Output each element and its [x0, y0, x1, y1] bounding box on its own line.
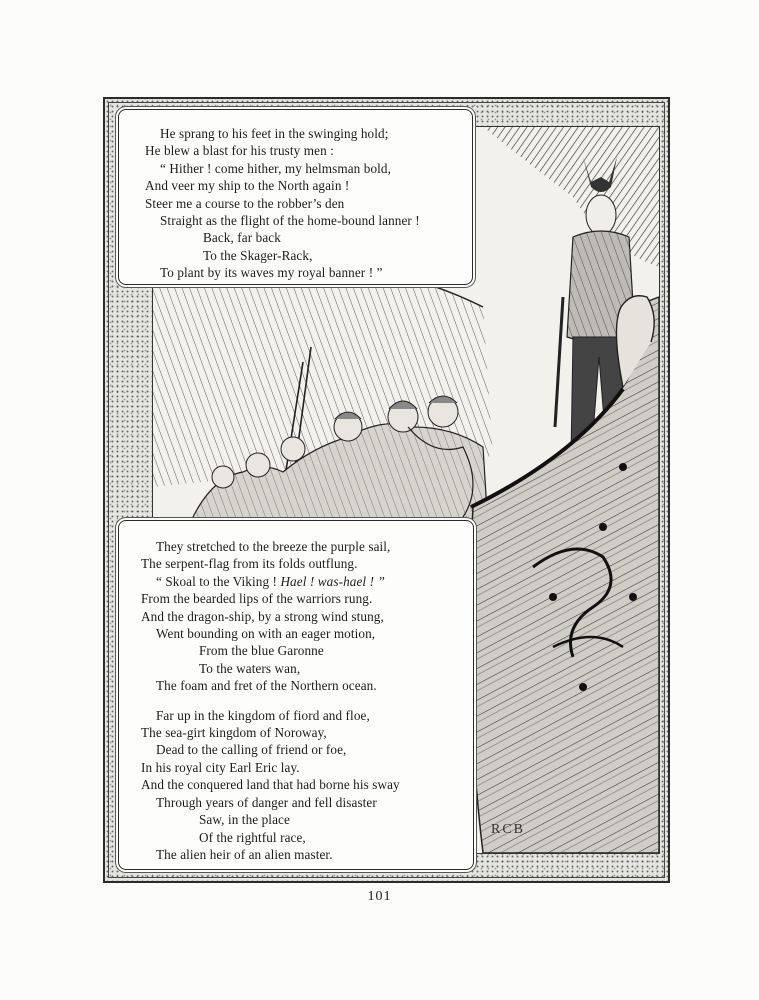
verse-text: Went bounding on with an eager motion, — [156, 626, 376, 642]
verse-text: To the Skager-Rack, — [203, 247, 313, 263]
stanza-middle — [119, 538, 473, 695]
artist-monogram: RCB — [491, 822, 526, 837]
verse-text: They stretched to the breeze the purple sail, — [156, 539, 391, 554]
verse-line — [119, 264, 472, 281]
verse-text: And veer my ship to the North again ! — [145, 178, 350, 194]
verse-text: “ Hither ! come hither, my helmsman bold, — [160, 160, 391, 176]
verse-line — [119, 642, 473, 659]
verse-text: To the waters wan, — [199, 660, 301, 676]
verse-text: Through years of danger and fell disaster — [156, 794, 377, 810]
verse-line — [119, 555, 473, 572]
verse-text: Back, far back — [203, 230, 281, 246]
verse-text: “ Skoal to the Viking ! — [156, 573, 281, 589]
verse-line — [119, 125, 472, 142]
verse-line — [119, 741, 473, 758]
verse-line — [119, 724, 473, 741]
verse-text: Of the rightful race, — [199, 829, 306, 845]
verse-text: From the blue Garonne — [199, 643, 324, 659]
verse-italic: Hael ! was-hael ! ” — [280, 573, 385, 589]
verse-text: Far up in the kingdom of fiord and floe, — [156, 707, 370, 723]
verse-text: The sea-girt kingdom of Noroway, — [141, 725, 327, 741]
verse-line — [119, 538, 473, 555]
verse-text: The serpent-flag from its folds outflung. — [141, 556, 358, 572]
verse-line — [119, 177, 472, 194]
verse-line — [119, 590, 473, 607]
verse-text: And the conquered land that had borne his sway — [141, 777, 400, 793]
verse-text: Dead to the calling of friend or foe, — [156, 742, 347, 758]
verse-text: Steer me a course to the robber’s den — [145, 195, 345, 211]
verse-text: He sprang to his feet in the swinging hold; — [160, 126, 389, 141]
verse-line — [119, 776, 473, 793]
illustrated-plate — [103, 97, 670, 883]
page-number: 101 — [367, 889, 392, 904]
verse-line — [119, 811, 473, 828]
verse-text: To plant by its waves my royal banner ! ” — [160, 265, 383, 281]
verse-line — [119, 229, 472, 246]
verse-line — [119, 707, 473, 724]
verse-line — [119, 759, 473, 776]
bottom-verse-panel — [118, 520, 474, 870]
verse-text: Straight as the flight of the home-bound lanner ! — [160, 213, 420, 229]
verse-text: The foam and fret of the Northern ocean. — [156, 678, 377, 694]
verse-text: And the dragon-ship, by a strong wind stung, — [141, 608, 384, 624]
verse-line — [119, 829, 473, 846]
verse-line — [119, 794, 473, 811]
verse-line — [119, 677, 473, 694]
verse-line — [119, 846, 473, 863]
verse-text: Saw, in the place — [199, 812, 290, 828]
verse-line — [119, 160, 472, 177]
verse-text: He blew a blast for his trusty men : — [145, 143, 334, 159]
verse-line — [119, 625, 473, 642]
stanza-gap — [119, 695, 473, 707]
verse-line — [119, 195, 472, 212]
verse-line — [119, 573, 473, 590]
verse-text: From the bearded lips of the warriors rung. — [141, 591, 373, 607]
stanza-bottom — [119, 707, 473, 864]
verse-line — [119, 212, 472, 229]
verse-text: In his royal city Earl Eric lay. — [141, 759, 300, 775]
stanza-top — [119, 125, 472, 282]
verse-text: The alien heir of an alien master. — [156, 846, 333, 862]
verse-line — [119, 247, 472, 264]
verse-line — [119, 142, 472, 159]
verse-line — [119, 660, 473, 677]
verse-line — [119, 608, 473, 625]
top-verse-panel — [118, 109, 473, 285]
